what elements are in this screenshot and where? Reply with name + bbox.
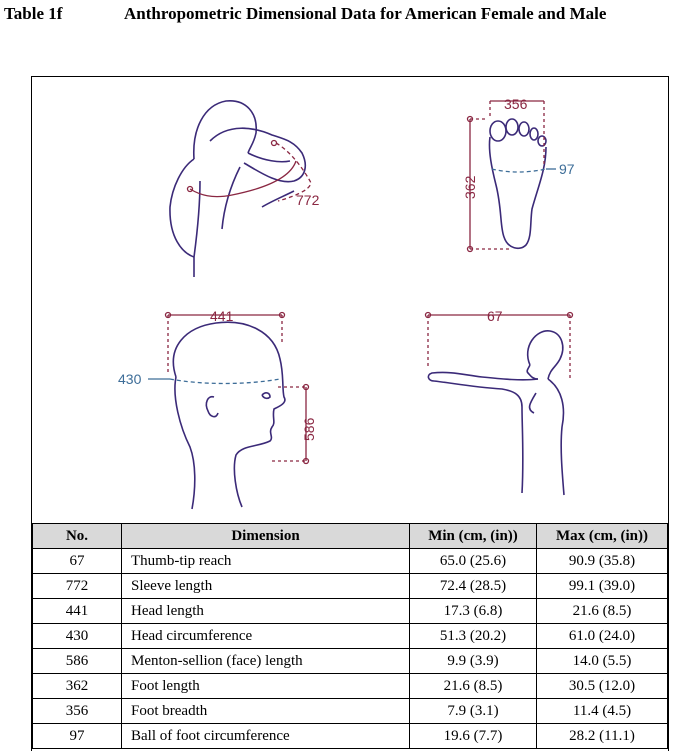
cell-max: 99.1 (39.0) (537, 574, 668, 599)
cell-no: 772 (33, 574, 122, 599)
cell-min: 7.9 (3.1) (410, 699, 537, 724)
foot-figure (489, 119, 546, 248)
cell-dimension: Foot length (122, 674, 410, 699)
header-dimension: Dimension (122, 524, 410, 549)
cell-max: 90.9 (35.8) (537, 549, 668, 574)
cell-dimension: Thumb-tip reach (122, 549, 410, 574)
table-row (33, 574, 668, 599)
anthropometric-figures (32, 77, 668, 523)
head-dimensions (148, 313, 309, 464)
table-row (33, 699, 668, 724)
header-min: Min (cm, (in)) (410, 524, 537, 549)
table-row (33, 649, 668, 674)
cell-dimension: Menton-sellion (face) length (122, 649, 410, 674)
cell-max: 11.4 (4.5) (537, 699, 668, 724)
cell-dimension: Head circumference (122, 624, 410, 649)
table-row (33, 624, 668, 649)
cell-no: 356 (33, 699, 122, 724)
cell-no: 362 (33, 674, 122, 699)
cell-min: 72.4 (28.5) (410, 574, 537, 599)
cell-dimension: Foot breadth (122, 699, 410, 724)
cell-min: 65.0 (25.6) (410, 549, 537, 574)
figures-svg (32, 77, 668, 523)
cell-dimension: Ball of foot circumference (122, 724, 410, 749)
head-length-label: 441 (210, 308, 234, 324)
header-no: No. (33, 524, 122, 549)
cell-no: 586 (33, 649, 122, 674)
table-row (33, 724, 668, 749)
cell-max: 21.6 (8.5) (537, 599, 668, 624)
ball-circ-label: 97 (559, 161, 575, 177)
foot-dimensions (468, 101, 557, 252)
cell-dimension: Head length (122, 599, 410, 624)
table-row (33, 599, 668, 624)
table-row (33, 674, 668, 699)
cell-max: 61.0 (24.0) (537, 624, 668, 649)
head-circ-label: 430 (118, 371, 142, 387)
reach-figure (428, 331, 564, 495)
cell-min: 19.6 (7.7) (410, 724, 537, 749)
table-number: Table 1f (4, 4, 63, 23)
table-title: Anthropometric Dimensional Data for American Female and Male (124, 4, 607, 23)
cell-dimension: Sleeve length (122, 574, 410, 599)
cell-max: 14.0 (5.5) (537, 649, 668, 674)
cell-no: 441 (33, 599, 122, 624)
cell-no: 430 (33, 624, 122, 649)
cell-max: 28.2 (11.1) (537, 724, 668, 749)
cell-no: 97 (33, 724, 122, 749)
table-title-row (4, 4, 685, 28)
cell-min: 17.3 (6.8) (410, 599, 537, 624)
table-header-row (33, 524, 668, 549)
face-length-label: 586 (301, 417, 317, 441)
cell-min: 51.3 (20.2) (410, 624, 537, 649)
header-max: Max (cm, (in)) (537, 524, 668, 549)
dimension-table (32, 523, 668, 749)
thumb-reach-label: 67 (487, 308, 503, 324)
foot-breadth-label: 356 (504, 96, 528, 112)
figure-frame (31, 76, 669, 751)
cell-no: 67 (33, 549, 122, 574)
foot-length-label: 362 (462, 175, 478, 199)
cell-max: 30.5 (12.0) (537, 674, 668, 699)
table-row (33, 549, 668, 574)
cell-min: 9.9 (3.9) (410, 649, 537, 674)
sleeve-length-label: 772 (296, 192, 320, 208)
cell-min: 21.6 (8.5) (410, 674, 537, 699)
head-figure (173, 322, 285, 509)
